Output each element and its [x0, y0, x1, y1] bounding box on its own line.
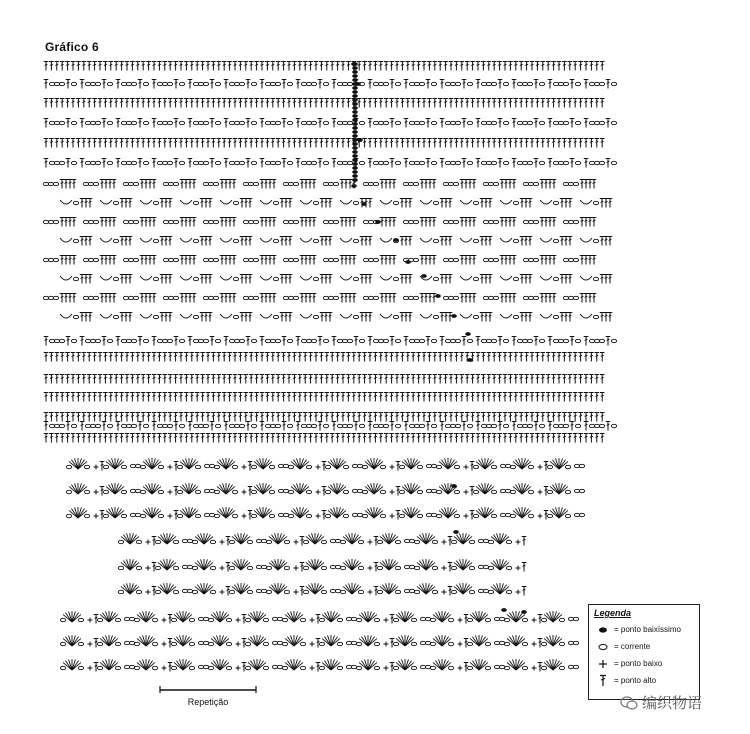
repeat-label: Repetição: [187, 697, 229, 707]
wechat-icon: [620, 696, 638, 710]
single-crochet-plus-icon: [594, 659, 612, 669]
legend-text-chain: = corrente: [614, 642, 651, 651]
watermark: [620, 692, 702, 713]
legend-text-single-crochet: = ponto baixo: [614, 659, 663, 668]
stitch-rows: [43, 62, 616, 672]
legend-item-chain: [594, 638, 694, 655]
double-crochet-t-icon: [594, 674, 612, 687]
legend-box: [588, 604, 700, 700]
slip-stitch-dot-icon: [594, 626, 612, 634]
legend-item-single-crochet: [594, 655, 694, 672]
chart-title: Gráfico 6: [45, 40, 99, 54]
legend-item-double-crochet: [594, 672, 694, 689]
watermark-text: 编织物语: [642, 695, 703, 712]
legend-item-slip-stitch: [594, 621, 694, 638]
legend-text-double-crochet: = ponto alto: [614, 676, 657, 685]
legend-text-slip-stitch: = ponto baixíssimo: [614, 625, 681, 634]
legend-title: Legenda: [594, 608, 632, 618]
chain-oval-icon: [594, 643, 612, 651]
